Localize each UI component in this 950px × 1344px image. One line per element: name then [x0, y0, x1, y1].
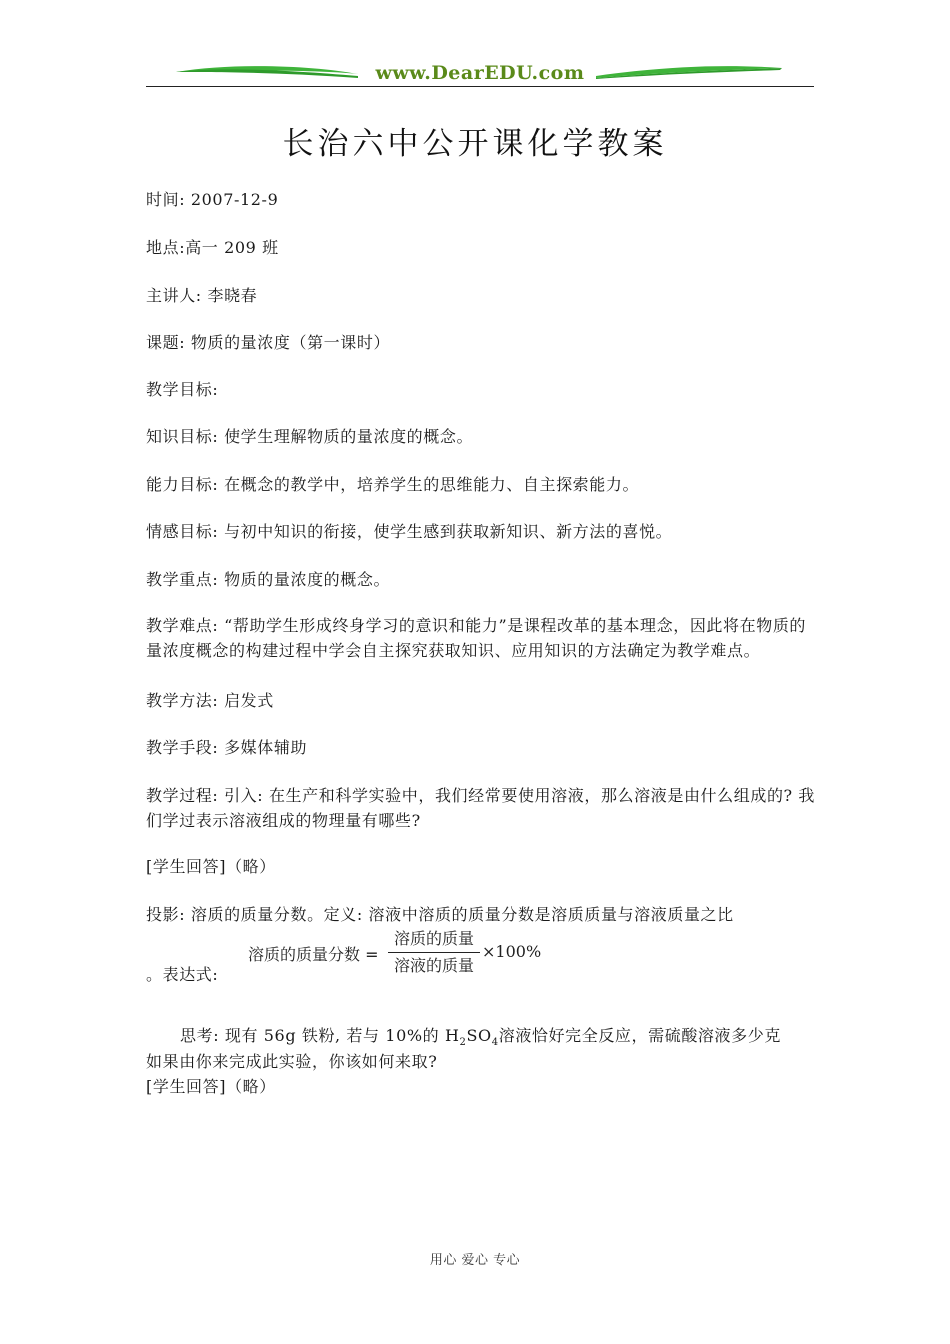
think-text-so: SO [466, 1026, 492, 1045]
page-footer: 用心 爱心 专心 [429, 1253, 521, 1268]
subscript-2: 2 [459, 1037, 467, 1049]
fraction-bar [388, 952, 480, 953]
formula-fraction [388, 928, 480, 977]
teaching-means: 教学手段: 多媒体辅助 [146, 738, 308, 757]
info-time: 时间: 2007-12-9 [146, 190, 279, 209]
formula-rhs: ×100% [482, 942, 542, 961]
formula-lhs: 溶质的质量分数 = [248, 945, 379, 964]
think-text-before: 思考: 现有 56g 铁粉, 若与 10%的 H [180, 1026, 460, 1045]
objective-knowledge: 知识目标: 使学生理解物质的量浓度的概念。 [146, 427, 474, 446]
student-answer-1: [学生回答]（略） [146, 857, 276, 876]
key-point: 教学重点: 物质的量浓度的概念。 [146, 570, 391, 589]
subscript-4: 4 [491, 1037, 499, 1049]
site-logo[interactable]: www.DearEDU.com [375, 62, 585, 84]
objective-ability: 能力目标: 在概念的教学中，培养学生的思维能力、自主探索能力。 [146, 475, 640, 494]
think-text-after: 溶液恰好完全反应，需硫酸溶液多少克 [498, 1026, 781, 1045]
info-topic: 课题: 物质的量浓度（第一课时） [146, 333, 391, 352]
student-answer-2: [学生回答]（略） [146, 1077, 276, 1096]
objectives-heading: 教学目标: [146, 380, 219, 399]
expression-label: 。表达式: [146, 965, 219, 984]
objective-emotion: 情感目标: 与初中知识的衔接，使学生感到获取新知识、新方法的喜悦。 [146, 522, 673, 541]
header-rule [146, 86, 814, 87]
document-title: 长治六中公开课化学教案 [282, 126, 668, 162]
info-place: 地点:高一 209 班 [146, 238, 279, 257]
formula-denominator: 溶液的质量 [393, 956, 474, 975]
projection-text: 投影: 溶质的质量分数。定义: 溶液中溶质的质量分数是溶质质量与溶液质量之比 [146, 905, 734, 924]
teaching-method: 教学方法: 启发式 [146, 691, 274, 710]
info-speaker: 主讲人: 李晓春 [146, 286, 258, 305]
header-banner [146, 58, 814, 92]
difficulty-paragraph: 教学难点: “帮助学生形成终身学习的意识和能力”是课程改革的基本理念，因此将在物质的量浓度概念的构建过程中学会自主探究获取知识、应用知识的方法确定为教学难点。 [146, 616, 807, 660]
teaching-process: 教学过程: 引入: 在生产和科学实验中，我们经常要使用溶液，那么溶液是由什么组成的? 我们学过表示溶液组成的物理量有哪些? [146, 786, 816, 830]
think-question-line2: 如果由你来完成此实验，你该如何来取? [146, 1052, 438, 1071]
formula-numerator: 溶质的质量 [393, 929, 474, 948]
